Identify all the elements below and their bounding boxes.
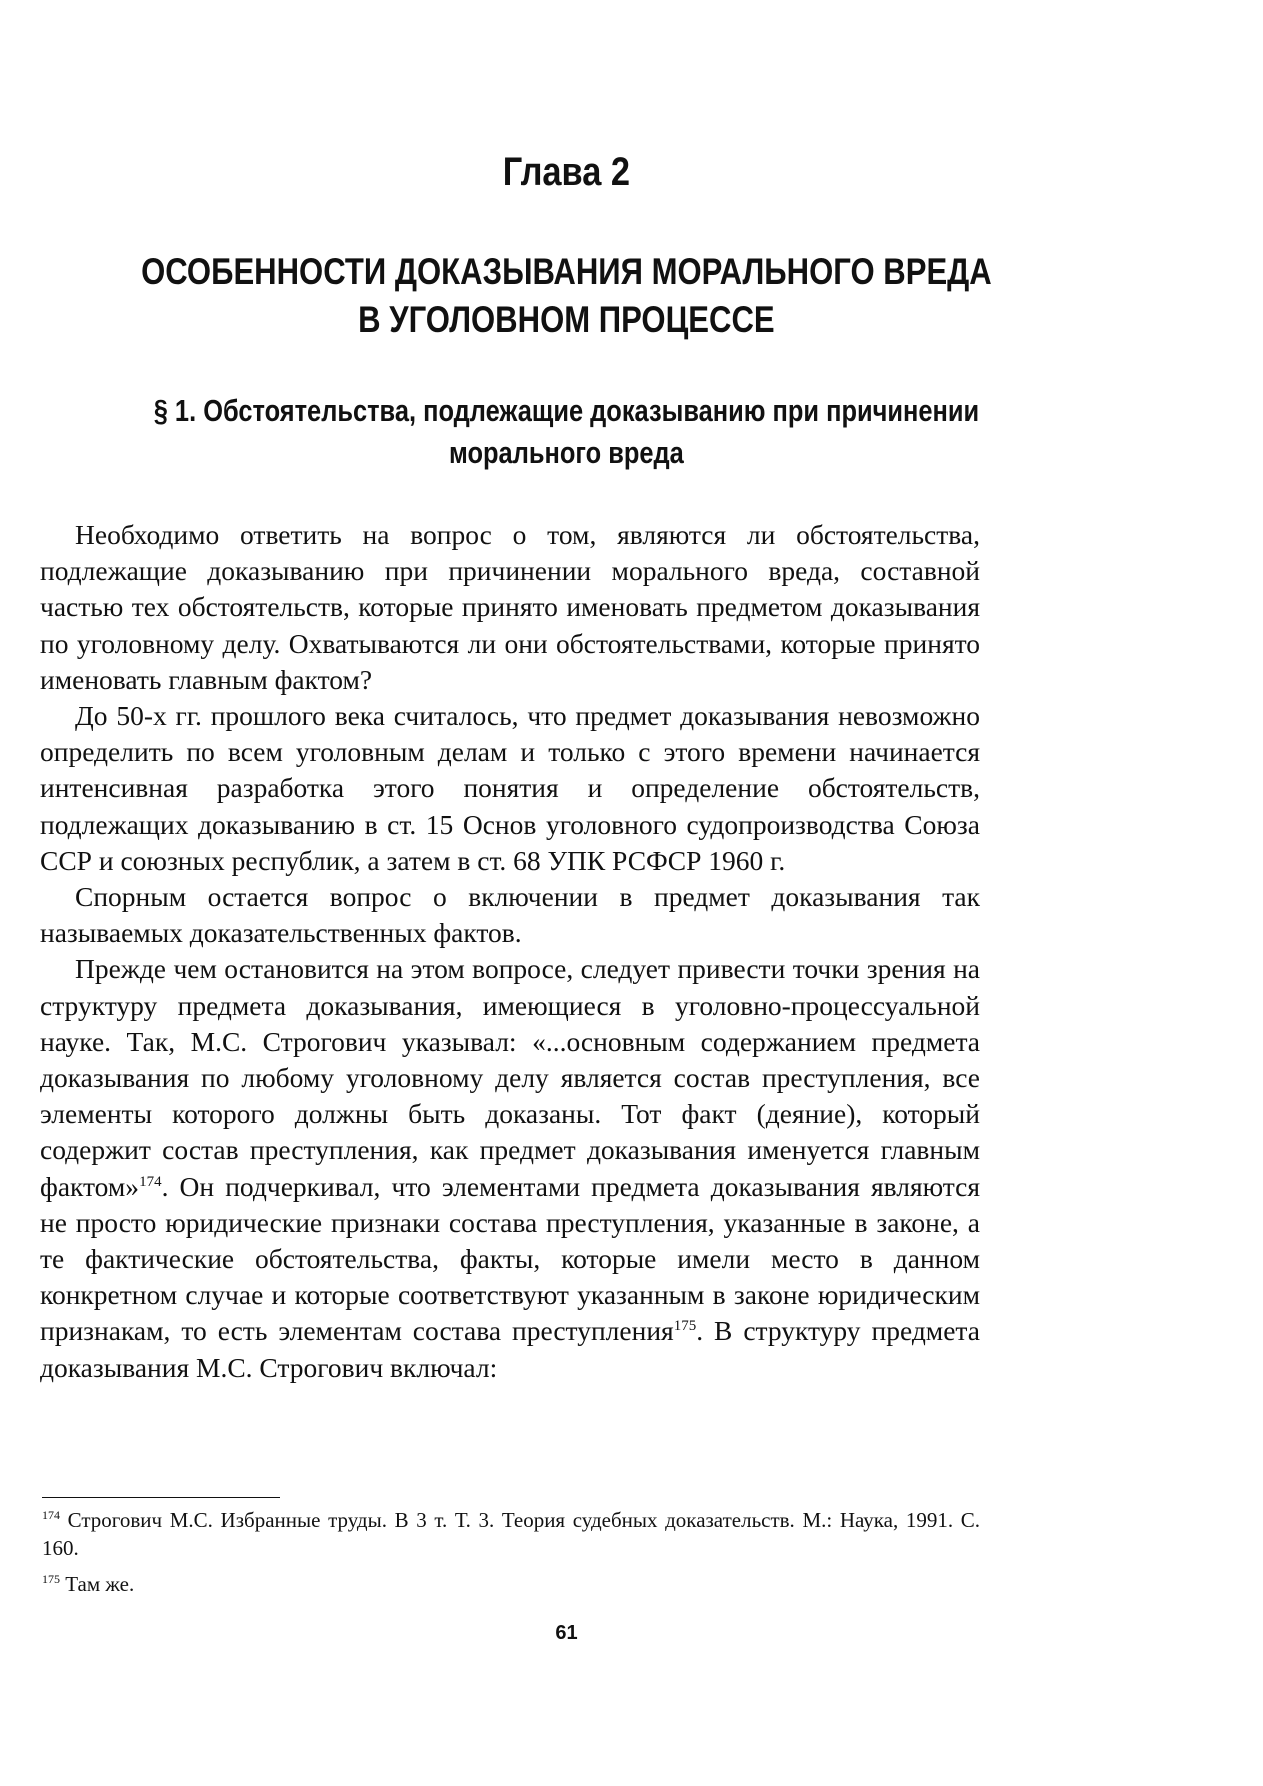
body-text [40,517,980,1386]
paragraph-2: До 50-х гг. прошлого века считалось, что предмет доказывания невозможно определить по всем уголовным делам и только с этого времени начинается интенсивная разработка этого понятия и определение обстоятельств, подлежащих доказыванию в ст. 15 Основ уголовного судопроизводства Союза ССР и союзных республик, а затем в ст. 68 УПК РСФСР 1960 г. [40,700,980,876]
footnote-number-174: 174 [42,1508,60,1522]
chapter-title-line-2: В УГОЛОВНОМ ПРОЦЕССЕ [358,299,775,340]
chapter-title [91,248,1043,344]
chapter-title-line-1: ОСОБЕННОСТИ ДОКАЗЫВАНИЯ МОРАЛЬНОГО ВРЕДА [141,251,992,292]
footnote-174 [42,1506,980,1562]
page-number: 61 [555,1622,578,1644]
footnote-175 [42,1570,980,1598]
section-title-line-1: § 1. Обстоятельства, подлежащие доказыванию при причинении [153,393,980,428]
paragraph-1: Необходимо ответить на вопрос о том, являются ли обстоятельства, подлежащие доказыванию при причинении морального вреда, составной частью тех обстоятельств, которые принято именовать предметом доказывания по уголовному делу. Охватываются ли они обстоятельствами, которые принято именовать главным фактом? [40,519,980,695]
paragraph-4-part-1: Прежде чем остановится на этом вопросе, следует привести точки зрения на структуру предмета доказывания, имеющиеся в уголовно-процессуальной науке. Так, М.С. Строгович указывал: «...основным содержанием предмета доказывания по любому уголовному делу является состав преступления, все элементы которого должны быть доказаны. Тот факт (деяние), который содержит состав преступления, как предмет доказывания именуется главным фактом» [40,953,980,1202]
paragraph-4-part-3: . В структуру предмета доказывания М.С. Строгович включал: [40,1315,980,1383]
footnote-ref-174[interactable]: 174 [139,1173,162,1190]
footnotes [42,1506,980,1606]
footnote-number-175: 175 [42,1572,60,1586]
paragraph-3: Спорным остается вопрос о включении в предмет доказывания так называемых доказательственных фактов. [40,881,980,949]
footnote-divider [42,1497,280,1498]
footnote-ref-175[interactable]: 175 [673,1318,697,1335]
section-title [102,390,1031,474]
footnote-text-174: Строгович М.С. Избранные труды. В 3 т. Т. 3. Теория судебных доказательств. М.: Наука, 1991. С. 160. [42,1508,980,1560]
chapter-label: Глава 2 [502,150,631,194]
footnote-text-175: Там же. [60,1572,135,1596]
paragraph-4-part-2: . Он подчеркивал, что элементами предмета доказывания являются не просто юридические признаки состава преступления, указанные в законе, а те фактические обстоятельства, факты, которые имели место в данном конкретном случае и которые соответствуют указанным в законе юридическим признакам, то есть элементам состава преступления [40,1170,980,1347]
section-title-line-2: морального вреда [449,435,684,470]
paragraph-4 [40,951,980,1385]
